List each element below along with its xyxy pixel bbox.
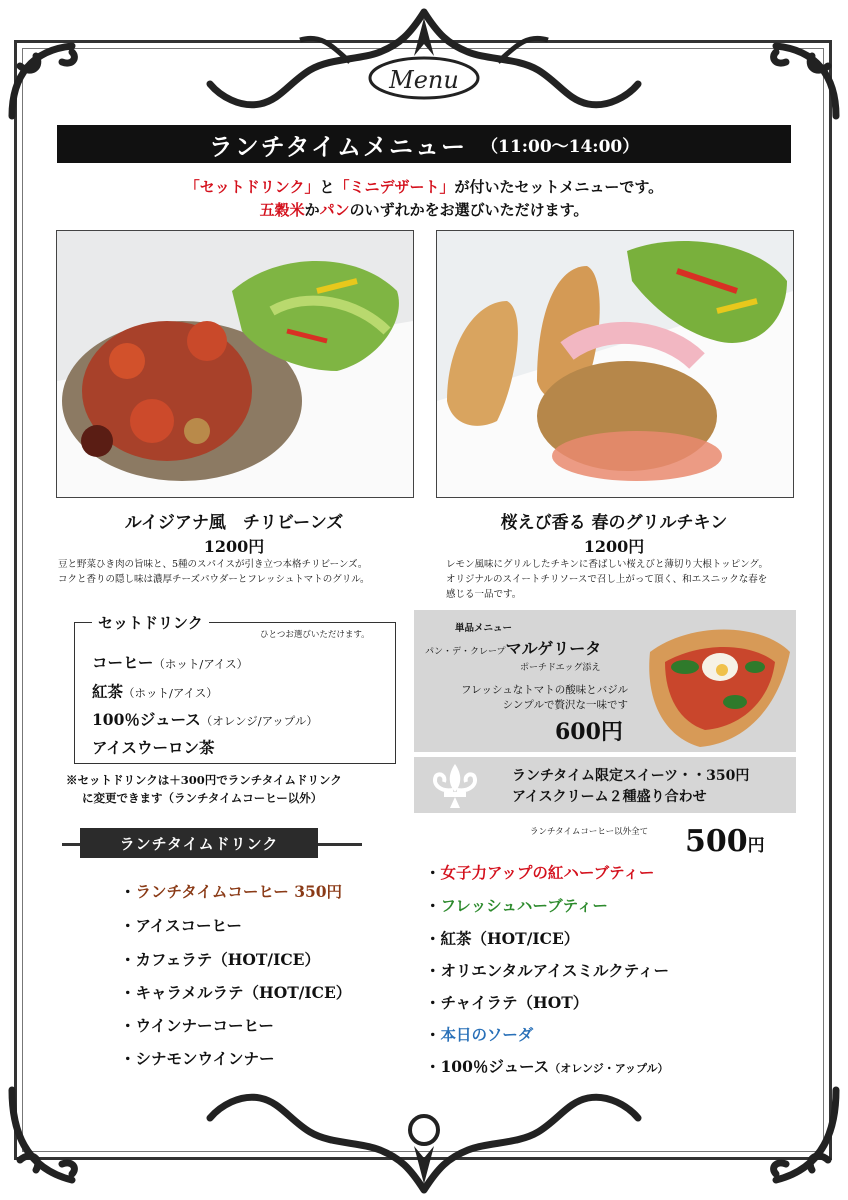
set-drink-item-note: （ホット/アイス） (123, 686, 218, 700)
single-name-prefix: パン・デ・クレープ (425, 647, 506, 657)
bullet: ・ (425, 1057, 441, 1076)
drink-item (425, 1055, 669, 1087)
dish-2-name: 桜えび香る 春のグリルチキン (500, 513, 728, 533)
lunch-drink-list-left (120, 880, 351, 1080)
drink-item (120, 948, 351, 981)
drink-name: 100％ジュース (440, 1057, 550, 1076)
set-drink-item-note: （ホット/アイス） (153, 657, 249, 671)
bullet: ・ (425, 863, 441, 882)
top-ornament (200, 4, 648, 120)
set-drink-item-name: アイスウーロン茶 (92, 738, 215, 757)
drink-name: 女子力アップの紅ハーブティー (440, 863, 655, 882)
drink-item (120, 914, 351, 948)
drink-name: 本日のソーダ (440, 1025, 534, 1044)
set-drink-item (92, 708, 318, 730)
lunch-drink-price-unit: 円 (747, 836, 765, 856)
set-drink-item-name: コーヒー (92, 653, 154, 672)
dish-2-desc-line: レモン風味にグリルしたチキンに香ばしい桜えびと薄切り大根トッピング。 (446, 559, 769, 570)
set-drink-title: セットドリンク (92, 612, 209, 633)
drink-name: アイスコーヒー (135, 916, 242, 935)
bullet: ・ (425, 993, 441, 1012)
bottom-ornament (200, 1090, 648, 1198)
grilled-chicken-photo (436, 230, 794, 498)
set-drink-item (92, 736, 214, 758)
drink-item (120, 1014, 351, 1047)
intro-bread: パン (319, 201, 350, 219)
lunch-drink-title: ランチタイムドリンク (80, 828, 318, 858)
drink-name: フレッシュハーブティー (440, 896, 608, 915)
set-drink-item-name: 100％ジュース (92, 710, 201, 729)
dish-2-price: 1200円 (583, 537, 645, 556)
drink-item (120, 1047, 351, 1080)
corner-ornament-bl (2, 1080, 122, 1190)
dish-1-desc-line: 豆と野菜ひき肉の旨味と、5種のスパイスが引き立つ本格チリビーンズ。 (58, 559, 368, 570)
drink-item (425, 991, 669, 1023)
drink-name: チャイラテ（HOT） (440, 993, 589, 1012)
intro-grain-rice: 五穀米 (259, 201, 305, 219)
bullet: ・ (120, 950, 136, 969)
sweets-line-2: アイスクリーム２種盛り合わせ (512, 789, 707, 805)
lunch-menu-hours: （11:00～14:00） (481, 136, 640, 157)
drink-item (120, 880, 351, 914)
intro-line-1 (0, 176, 848, 197)
drink-item (425, 1023, 669, 1055)
bullet: ・ (120, 916, 136, 935)
drink-item (425, 959, 669, 991)
set-drink-item-note: （オレンジ/アップル） (200, 714, 318, 728)
fleur-de-lis-icon (420, 760, 490, 814)
intro-line2-rest: のいずれかをお選びいただけます。 (349, 201, 589, 219)
bullet: ・ (425, 1025, 441, 1044)
single-name-main: マルゲリータ (505, 639, 602, 658)
margherita-photo (630, 612, 796, 750)
set-drink-item-name: 紅茶 (92, 682, 124, 701)
bullet: ・ (425, 929, 441, 948)
drink-item (425, 927, 669, 959)
lunch-drink-price (685, 824, 765, 859)
intro-line1-rest: が付いたセットメニューです。 (454, 178, 664, 196)
drink-note: （オレンジ・アップル） (549, 1062, 669, 1075)
corner-ornament-tr (726, 36, 846, 126)
drink-item (425, 861, 669, 894)
dish-1-description (58, 557, 418, 587)
single-desc-line: フレッシュなトマトの酸味とバジル (460, 684, 628, 696)
set-drink-note-line-1: ※セットドリンクは＋300円でランチタイムドリンク (66, 773, 342, 787)
drink-name: ランチタイムコーヒー 350円 (135, 882, 343, 901)
intro-mini-dessert: 「ミニデザート」 (334, 178, 455, 196)
single-name-sub: ポーチドエッグ添え (520, 663, 601, 673)
intro-or: か (304, 201, 320, 219)
lunch-drink-price-note: ランチタイムコーヒー以外全て (530, 827, 649, 837)
dish-2-desc-line: オリジナルのスイートチリソースで召し上がって頂く、和エスニックな春を (446, 574, 768, 585)
dish-1-name: ルイジアナ風 チリビーンズ (124, 513, 344, 533)
set-drink-item (92, 680, 218, 702)
drink-name: 紅茶（HOT/ICE） (440, 929, 580, 948)
drink-name: カフェラテ（HOT/ICE） (135, 950, 320, 969)
bullet: ・ (120, 983, 136, 1002)
lunch-drink-price-number: 500 (685, 824, 748, 859)
chili-beans-photo (56, 230, 414, 498)
dish-2-description (446, 557, 796, 602)
bullet: ・ (425, 896, 441, 915)
single-description (420, 682, 628, 712)
dish-2-desc-line: 感じる一品です。 (446, 589, 522, 600)
bullet: ・ (120, 1049, 136, 1068)
intro-line-2 (0, 199, 848, 220)
bullet: ・ (120, 1016, 136, 1035)
dish-1-desc-line: コクと香りの隠し味は濃厚チーズパウダーとフレッシュトマトのグリル。 (58, 574, 370, 585)
drink-item (120, 981, 351, 1014)
drink-name: オリエンタルアイスミルクティー (440, 961, 669, 980)
intro-set-drink: 「セットドリンク」 (184, 178, 320, 196)
corner-ornament-tl (2, 36, 122, 126)
lunch-menu-title: ランチタイムメニュー (208, 131, 468, 161)
single-menu-label: 単品メニュー (455, 623, 513, 634)
single-price: 600円 (555, 719, 623, 745)
single-desc-line: シンプルで贅沢な一味です (502, 699, 628, 711)
drink-name: シナモンウインナー (135, 1049, 275, 1068)
drink-item (425, 894, 669, 927)
lunch-menu-title-bar (57, 125, 791, 163)
set-drink-subtitle: ひとつお選びいただけます。 (260, 630, 370, 640)
lunch-drink-list-right (425, 861, 669, 1087)
bullet: ・ (425, 961, 441, 980)
set-drink-note-line-2: に変更できます（ランチタイムコーヒー以外） (82, 791, 323, 805)
corner-ornament-br (726, 1080, 846, 1190)
dish-1-price: 1200円 (203, 537, 265, 556)
drink-name: キャラメルラテ（HOT/ICE） (135, 983, 352, 1002)
bullet: ・ (120, 882, 136, 901)
intro-and: と (319, 178, 335, 196)
drink-name: ウインナーコーヒー (135, 1016, 274, 1035)
sweets-line-1: ランチタイム限定スイーツ・・350円 (512, 768, 750, 784)
set-drink-item (92, 651, 248, 673)
single-menu-name (425, 636, 601, 659)
menu-script-text: Menu (389, 66, 459, 94)
